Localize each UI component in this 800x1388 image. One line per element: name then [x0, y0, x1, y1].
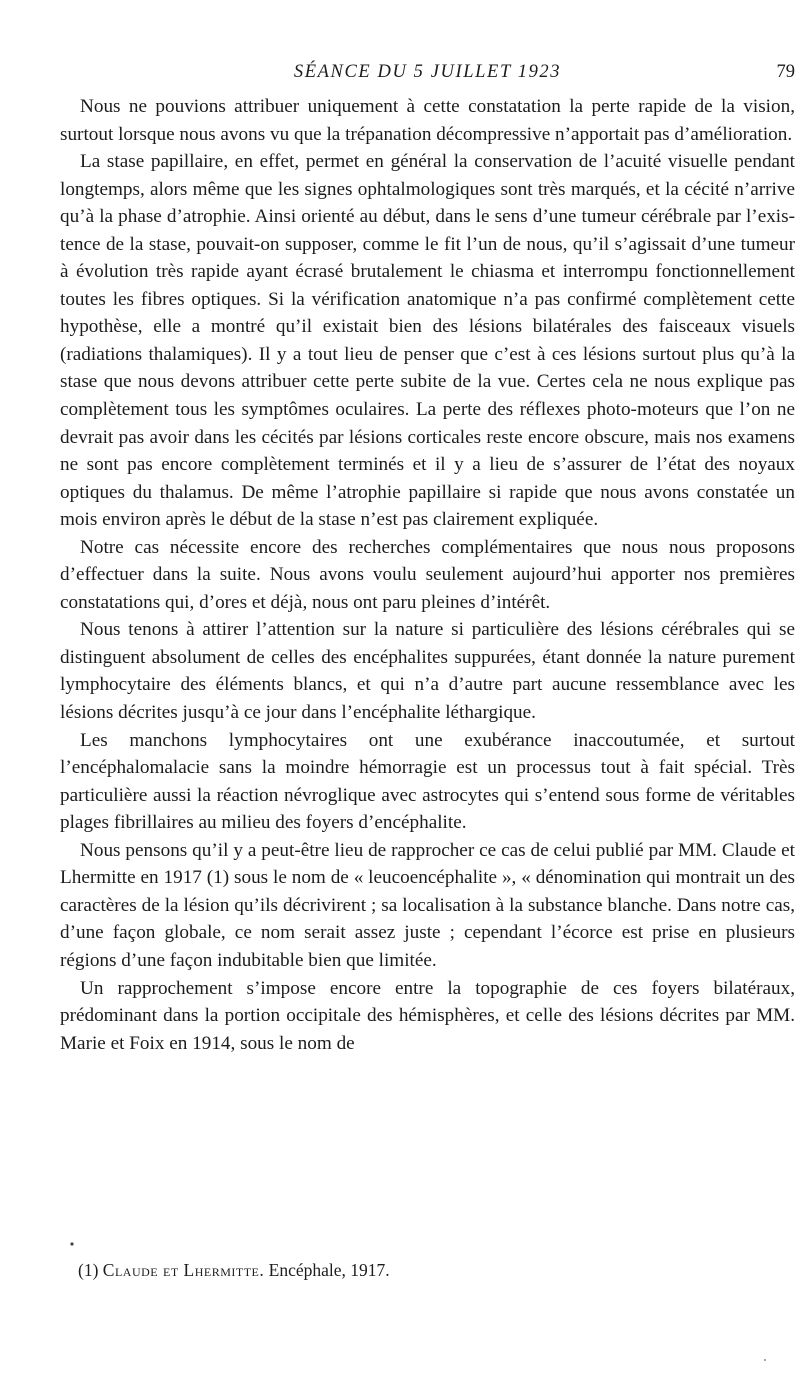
speck-mark	[68, 1240, 76, 1248]
footnote-citation: Encéphale, 1917.	[268, 1260, 390, 1280]
body-text	[60, 93, 795, 1057]
paragraph: Un rapprochement s’impose encore entre la topographie de ces foyers bilatéraux, prédominant dans la portion occipitale des hémisphères, et celle des lésions décrites par MM. Marie et Foix en 1914, sous le nom de	[60, 977, 795, 1054]
running-title: SÉANCE DU 5 JUILLET 1923	[293, 62, 562, 82]
paragraph: Notre cas nécessite encore des recherches complémentaires que nous nous proposons d’effectuer dans la suite. Nous avons voulu seulement aujourd’hui apporter nos premières constatations qui, d’ores et déjà, nous ont paru pleines d’intérêt.	[60, 536, 795, 613]
paragraph: Les manchons lymphocytaires ont une exubérance inaccoutumée, et surtout l’encéphalomalacie sans la moindre hémorragie est un processus tout à fait spécial. Très particulière aussi la réaction névroglique avec astrocytes qui s’entend sous forme de véritables plages fibrillaires au milieu des foyers d’encéphalite.	[60, 729, 795, 834]
paragraph: Nous pensons qu’il y a peut-être lieu de rapprocher ce cas de celui publié par MM. Claude et Lhermitte en 1917 (1) sous le nom de « leucoencéphalite », « dénomination qui montrait un des caractères de la lésion qu’ils décrivirent ; sa localisation à la substance blanche. Dans notre cas, d’une façon globale, ce nom serait assez juste ; cependant l’écorce est prise en plusieurs régions d’une façon indubitable bien que limitée.	[60, 839, 795, 971]
page-header	[60, 62, 795, 92]
footnote-authors: Claude et Lhermitte.	[102, 1260, 265, 1280]
paragraph: Nous tenons à attirer l’attention sur la nature si particulière des lésions cérébrales qui se distinguent absolument de celles des encéphalites suppurées, étant donnée la nature purement lymphocytaire des éléments blancs, et qui n’a d’autre part aucune ressemblance avec les lésions décrites jusqu’à ce jour dans l’encéphalite léthargique.	[60, 619, 795, 724]
footnote	[78, 1260, 778, 1281]
speck-mark	[763, 1358, 767, 1362]
paragraph: La stase papillaire, en effet, permet en général la conservation de l’acuité visuelle pendant longtemps, alors même que les signes ophtalmologiques sont très marqués, et la cécité n’arrive qu’à la phase d’atrophie. Ainsi orienté au début, dans le sens d’une tumeur cérébrale par l’existence de la stase, pouvait-on supposer, comme le fit l’un de nous, qu’il s’agissait d’une tumeur à évolution très rapide ayant écrasé brutalement le chiasma et interrompu fonctionnellement toutes les fibres optiques. Si la vérification anatomique n’a pas confirmé complètement cette hypothèse, elle a montré qu’il existait bien des lésions bilatérales des faisceaux visuels (radiations thalamiques). Il y a tout lieu de penser que c’est à ces lésions surtout plus qu’à la stase que nous devons attribuer cette perte subite de la vue. Certes cela ne nous explique pas complètement tous les symptômes oculaires. La perte des réflexes photo-moteurs que l’on ne devrait pas avoir dans les cécités par lésions corticales reste encore obscure, mais nos examens ne sont pas encore complètement terminés et il y a lieu de s’assurer de l’état des noyaux optiques du thalamus. De même l’atrophie papillaire si rapide que nous avons constatée un mois environ après le début de la stase n’est pas clairement expliquée.	[60, 151, 795, 531]
footnote-marker: (1)	[78, 1260, 99, 1280]
page-number: 79	[776, 62, 795, 82]
paragraph: Nous ne pouvions attribuer uniquement à cette constatation la perte rapide de la vision, surtout lorsque nous avons vu que la trépanation décompressive n’apportait pas d’amélioration.	[60, 96, 795, 145]
